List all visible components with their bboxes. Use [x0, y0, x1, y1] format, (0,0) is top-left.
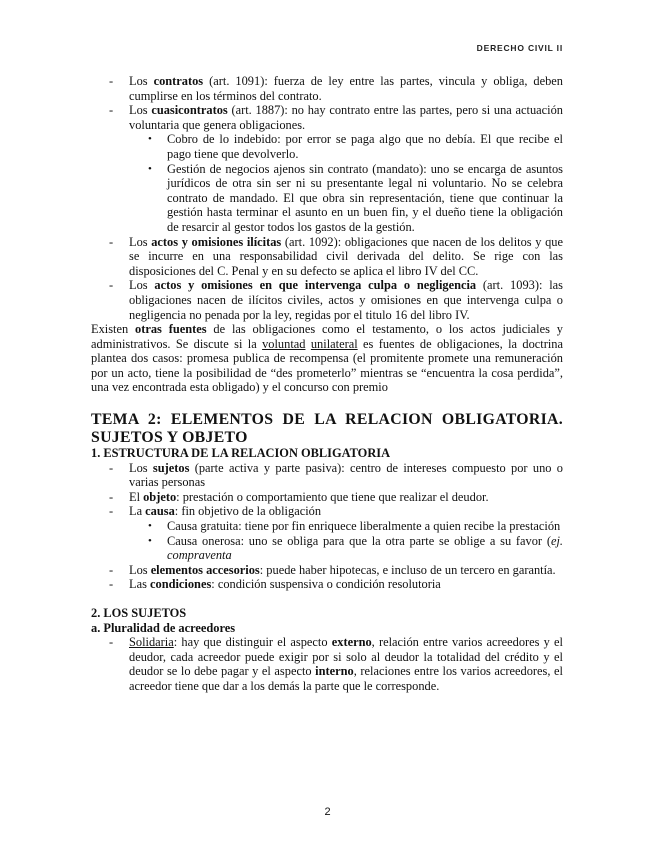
dash-marker: -: [109, 74, 114, 88]
subsection-heading-pluralidad: a. Pluralidad de acreedores: [91, 620, 236, 635]
dash-marker: -: [109, 103, 114, 118]
list-item-actos-ilicitos: - Los actos y omisiones ilícitas (art. 1092): obligaciones que nacen de los delitos y que se incurre en una responsabilidad civil derivada del delito. Se rige con las disposiciones del C. Penal y en su defecto se aplica el libro IV del CC.: [109, 234, 563, 278]
bullet-marker: •: [148, 520, 152, 533]
dash-marker: -: [109, 504, 114, 519]
spacer: [91, 592, 563, 606]
page-number: 2: [324, 806, 331, 818]
term-culpa-negligencia: actos y omisiones en que intervenga culpa o negligencia: [154, 278, 477, 293]
bullet-item-causa-onerosa: • Causa onerosa: uno se obliga para que la otra parte se oblige a su favor (ej. compraventa: [148, 533, 563, 563]
bullet-marker: •: [148, 534, 152, 547]
term-contratos: contratos: [153, 74, 204, 88]
dash-marker: -: [109, 562, 114, 577]
list-item-solidaria: - Solidaria: hay que distinguir el aspecto externo, relación entre varios acreedores y el deudor, cada acreedor puede exigir por si solo al deudor la totalidad del crédito y el deudor se lo debe pagar y el aspecto interno, relaciones entre los varios acreedores, el acreedor tiene que dar a los demás la parte que le corresponde.: [109, 635, 563, 693]
bullet-marker: •: [148, 133, 152, 146]
dash-marker: -: [109, 577, 114, 592]
italic-example: ej. compraventa: [167, 533, 563, 563]
list-item-condiciones: - Las condiciones: condición suspensiva o condición resolutoria: [109, 577, 441, 592]
running-header: DERECHO CIVIL II: [476, 43, 563, 53]
underlined-unilateral: unilateral: [310, 336, 358, 351]
dash-marker: -: [109, 460, 114, 475]
term-interno: interno: [315, 664, 354, 679]
list-item-sujetos: - Los sujetos (parte activa y parte pasiva): centro de intereses compuesto por uno o varias personas: [109, 460, 563, 490]
list-item-elementos-accesorios: - Los elementos accesorios: puede haber hipotecas, e incluso de un tercero en garantía.: [109, 562, 556, 577]
term-actos-ilicitos: actos y omisiones ilícitas: [151, 234, 282, 249]
list-item-contratos: - Los contratos (art. 1091): fuerza de ley entre las partes, vincula y obliga, deben cumplirse en los términos del contrato.: [109, 74, 563, 103]
bullet-item-causa-gratuita: • Causa gratuita: tiene por fin enriquece liberalmente a quien recibe la prestación: [148, 519, 561, 534]
tema-heading: TEMA 2: ELEMENTOS DE LA RELACION OBLIGATORIA. SUJETOS Y OBJETO: [91, 411, 563, 446]
term-cuasicontratos: cuasicontratos: [151, 103, 228, 118]
page-body: [91, 74, 563, 694]
term-externo: externo: [331, 635, 372, 650]
term-otras-fuentes: otras fuentes: [135, 322, 207, 337]
list-item-culpa-negligencia: - Los actos y omisiones en que intervenga culpa o negligencia (art. 1093): las obligaciones nacen de ilícitos civiles, actos y omisiones en que intervenga culpa o negligencia no penada por la ley, regidas por el titulo 16 del libro IV.: [109, 278, 563, 322]
dash-marker: -: [109, 489, 114, 504]
bullet-item-cobro-indebido: • Cobro de lo indebido: por error se paga algo que no debía. El que recibe el pago tiene que devolverlo.: [148, 132, 563, 161]
list-item-causa: - La causa: fin objetivo de la obligación: [109, 504, 322, 519]
dash-marker: -: [109, 278, 114, 293]
paragraph-otras-fuentes: Existen otras fuentes de las obligaciones como el testamento, o los actos judiciales y administrativos. Se discute si la voluntad unilateral es fuentes de obligaciones, la doctrina plantea dos casos: promesa publica de recompensa (el promitente promete una remuneración por un acto, tiene la posibilidad de “des prometerlo” mientras se “encuentra la cosa perdida”, una vez encontrada esta obligado) y el concurso con premio: [91, 322, 563, 395]
dash-marker: -: [109, 635, 114, 650]
term-condiciones: condiciones: [150, 577, 212, 592]
underlined-voluntad: voluntad: [262, 336, 306, 351]
section-heading-sujetos: 2. LOS SUJETOS: [91, 606, 187, 620]
section-heading-estructura: 1. ESTRUCTURA DE LA RELACION OBLIGATORIA: [91, 446, 391, 461]
term-elementos-accesorios: elementos accesorios: [150, 562, 260, 577]
dash-marker: -: [109, 234, 114, 249]
bullet-item-gestion-negocios: • Gestión de negocios ajenos sin contrato (mandato): uno se encarga de asuntos jurídicos de otra sin ser ni su presentante legal ni voluntario. No se celebra contrato de mandado. El que obra sin representación, tiene que continuar la gestión hasta terminar el asunto en un buen fin, y el dueño tiene la obligación de resarcir al gestor todos los gastos de la gestión.: [148, 161, 563, 234]
bullet-marker: •: [148, 162, 152, 175]
list-item-cuasicontratos: - Los cuasicontratos (art. 1887): no hay contrato entre las partes, pero si una actuación voluntaria que genera obligaciones.: [109, 103, 563, 132]
term-objeto: objeto: [143, 489, 177, 504]
term-sujetos: sujetos: [152, 460, 190, 475]
list-item-objeto: - El objeto: prestación o comportamiento que tiene que realizar el deudor.: [109, 489, 489, 504]
term-causa: causa: [145, 504, 175, 519]
underlined-solidaria: Solidaria: [129, 635, 174, 650]
